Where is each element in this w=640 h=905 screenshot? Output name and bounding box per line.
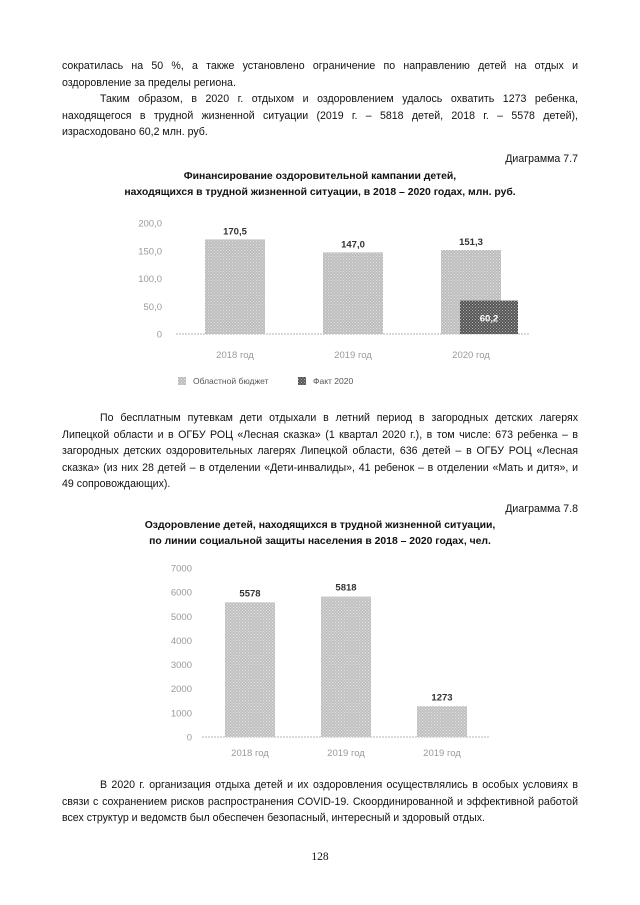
chart1-bar-budget [205, 239, 265, 334]
chart1-legend-budget: Областной бюджет [193, 376, 269, 386]
chart2-title-line2: по линии социальной защиты населения в 2018 – 2020 годах, чел. [149, 536, 491, 547]
chart2-y-tick: 1000 [170, 708, 192, 720]
chart2-category-label: 2019 год [423, 748, 461, 759]
chart2-y-tick: 7000 [170, 563, 192, 575]
chart1-category-label: 2019 год [334, 350, 372, 361]
chart2-category-label: 2018 год [231, 748, 269, 759]
chart1-fact-label: 60,2 [479, 313, 499, 325]
chart2-value-label: 5818 [335, 582, 357, 594]
chart1-y-tick: 200,0 [138, 218, 162, 230]
chart1-value-label: 151,3 [459, 237, 483, 249]
chart1-y-tick: 0 [156, 329, 162, 341]
paragraph-vouchers: По бесплатным путевкам дети отдыхали в летний период в загородных детских лагерях Липецкой области и в ОГБУ РОЦ «Лесная сказка» (1 квартал 2020 г.), в том числе: 673 ребенка – в загородных детских оздоровительных лагерях Липецкой области, 636 детей – в ОГБУ РОЦ «Лесная сказка» (из них 28 детей – в отделении «Дети-инвалиды», 41 ребенок – в отделении «Мать и дитя», и 49 сопровождающих). [62, 412, 578, 490]
diagram-7-8-label: Диаграмма 7.8 [505, 503, 578, 515]
chart1-value-label: 170,5 [223, 226, 247, 238]
chart2-y-tick: 0 [186, 732, 192, 744]
chart2-y-tick: 2000 [170, 684, 192, 696]
chart1-legend-swatch-budget [178, 377, 186, 385]
chart2-value-label: 5578 [239, 588, 261, 600]
paragraph-intro: сократилась на 50 %, а также установлено ограничение по направлению детей на отдых и оздоровление за пределы региона. [62, 60, 578, 89]
chart2-children [140, 556, 500, 766]
chart2-title [62, 518, 578, 550]
chart2-y-tick: 6000 [170, 587, 192, 599]
chart1-title-line2: находящихся в трудной жизненной ситуации, в 2018 – 2020 годах, млн. руб. [124, 187, 516, 198]
chart2-category-label: 2019 год [327, 748, 365, 759]
paragraph-conclusion: В 2020 г. организация отдыха детей и их оздоровления осуществлялись в особых условиях в связи с сохранением рисков распространения COVID-19. Скоординированной и эффективной работой всех структур и ведомств был обеспечен безопасный, интересный и здоровый отдых. [62, 779, 578, 824]
paragraph-summary: Таким образом, в 2020 г. отдыхом и оздоровлением удалось охватить 1273 ребенка, находящегося в трудной жизненной ситуации (2019 г. – 5818 детей, 2018 г. – 5578 детей), израсходовано 60,2 млн. руб. [62, 93, 578, 138]
chart1-value-label: 147,0 [341, 239, 365, 251]
chart1-title-line1: Финансирование оздоровительной кампании детей, [183, 171, 457, 182]
chart1-legend-swatch-fact [298, 377, 306, 385]
chart2-value-label: 1273 [431, 692, 453, 704]
chart1-category-label: 2018 год [216, 350, 254, 361]
chart1-y-tick: 50,0 [143, 301, 162, 313]
chart1-financing [100, 208, 540, 400]
chart2-bar [417, 706, 467, 737]
chart2-y-tick: 5000 [170, 611, 192, 623]
chart2-bar [225, 602, 275, 737]
chart1-category-label: 2020 год [452, 350, 490, 361]
chart1-y-tick: 100,0 [138, 274, 162, 285]
chart2-y-tick: 4000 [170, 635, 192, 647]
chart2-title-line1: Оздоровление детей, находящихся в трудной жизненной ситуации, [144, 520, 496, 531]
chart2-bar [321, 597, 371, 737]
chart1-y-tick: 150,0 [138, 246, 162, 258]
page-number: 128 [311, 851, 329, 863]
chart1-bar-budget [323, 252, 383, 334]
chart1-legend-fact: Факт 2020 [313, 376, 354, 386]
diagram-7-7-label: Диаграмма 7.7 [505, 153, 578, 165]
chart2-y-tick: 3000 [170, 660, 192, 672]
chart1-title [62, 169, 578, 201]
